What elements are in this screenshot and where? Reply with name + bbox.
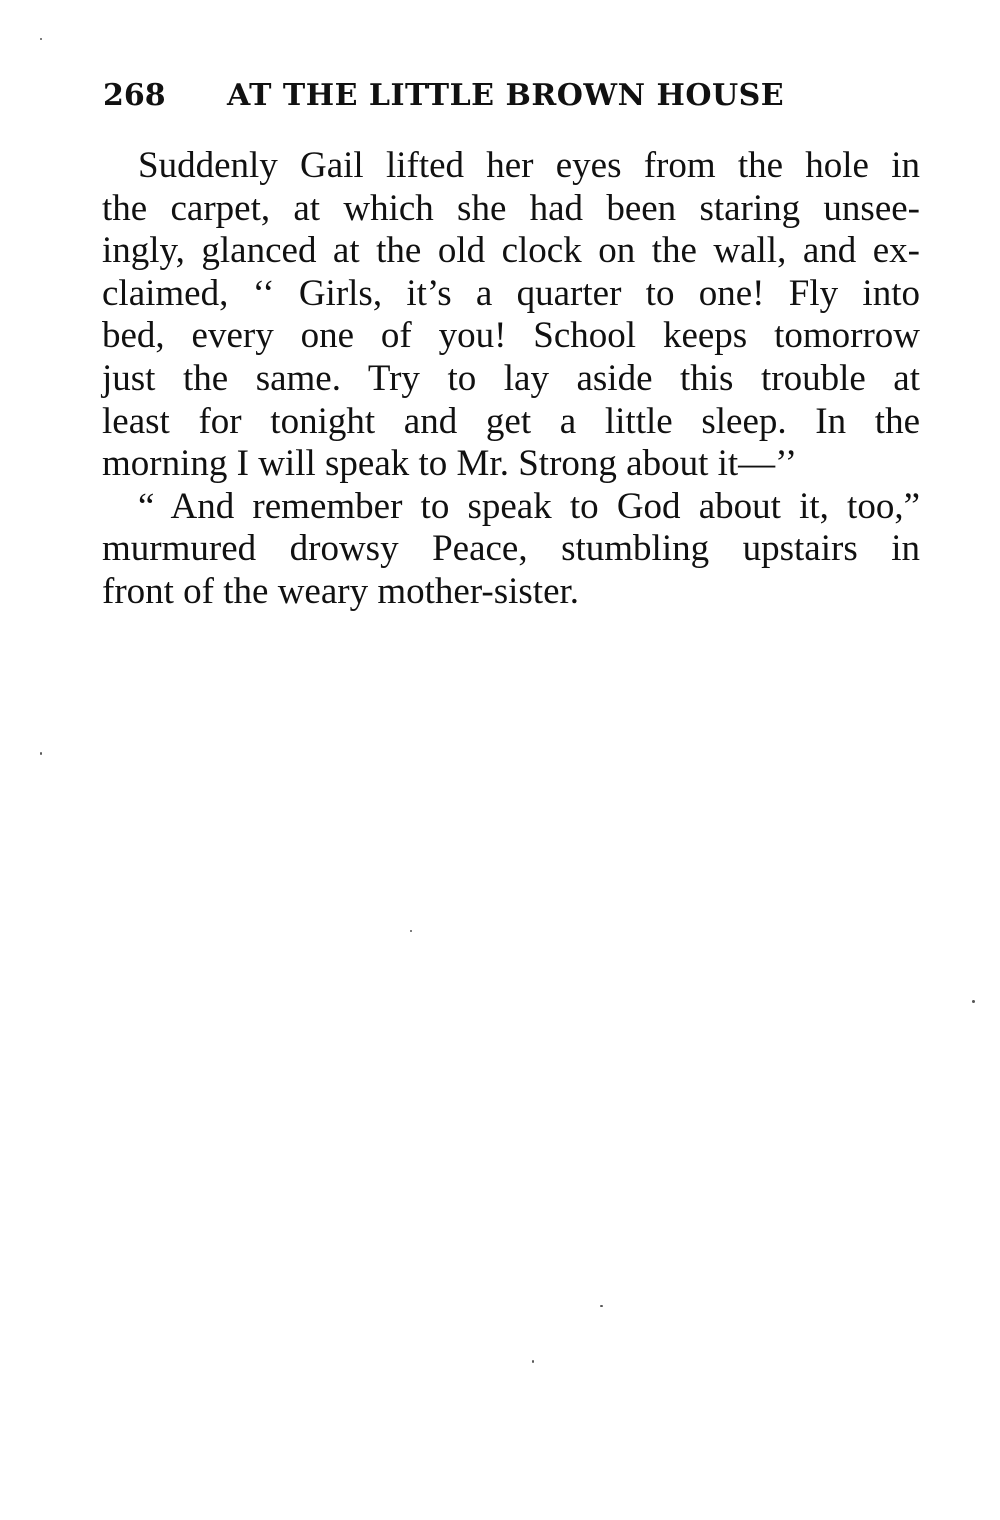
scan-speck: [972, 1000, 975, 1003]
running-title: AT THE LITTLE BROWN HOUSE: [227, 78, 785, 113]
scan-speck: [410, 930, 412, 932]
text-line: front of the weary mother-sister.: [102, 570, 580, 612]
body-text: [102, 145, 920, 614]
text-line: the carpet, at which she had been staring unsee-: [102, 187, 920, 229]
text-line: bed, every one of you! School keeps tomorrow: [102, 315, 920, 357]
text-line: just the same. Try to lay aside this trouble at: [102, 357, 920, 399]
text-line: ingly, glanced at the old clock on the wall, and ex-: [102, 230, 920, 272]
text-line: Suddenly Gail lifted her eyes from the hole in: [138, 145, 920, 186]
scan-speck: [40, 752, 42, 755]
page-number: 268: [103, 78, 166, 113]
paragraph-2: [102, 486, 920, 614]
text-line: morning I will speak to Mr. Strong about it—’’: [102, 443, 798, 485]
scan-speck: [532, 1360, 534, 1363]
text-line: “ And remember to speak to God about it, too,”: [138, 485, 920, 527]
text-line: least for tonight and get a little sleep. In the: [102, 400, 920, 442]
text-line: murmured drowsy Peace, stumbling upstairs in: [102, 528, 920, 570]
text-line: claimed, ‘‘ Girls, it’s a quarter to one! Fly into: [102, 272, 920, 314]
scan-speck: [600, 1305, 603, 1307]
scan-speck: [40, 38, 42, 40]
paragraph-1: [102, 145, 920, 486]
running-head: [103, 76, 803, 116]
